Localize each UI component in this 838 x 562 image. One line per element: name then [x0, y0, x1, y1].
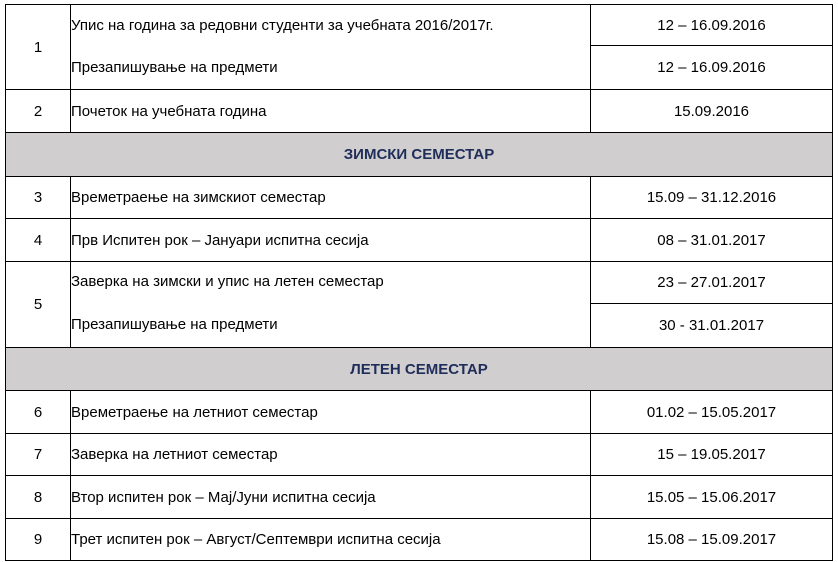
row-number: 8	[6, 476, 71, 519]
row-date: 15.08 – 15.09.2017	[591, 519, 833, 561]
row-date: 15.05 – 15.06.2017	[591, 476, 833, 519]
table-row	[6, 434, 833, 476]
row-date: 01.02 – 15.05.2017	[591, 391, 833, 434]
row-date: 12 – 16.09.2016	[591, 5, 833, 46]
table-row	[6, 5, 833, 46]
academic-calendar-table	[5, 4, 833, 561]
section-title-winter: ЗИМСКИ СЕМЕСТАР	[6, 133, 833, 177]
table-row	[6, 519, 833, 561]
section-title-summer: ЛЕТЕН СЕМЕСТАР	[6, 348, 833, 391]
row-description: Втор испитен рок – Мај/Јуни испитна сесија	[71, 476, 591, 519]
row-description: Трет испитен рок – Август/Септември испитна сесија	[71, 519, 591, 561]
row-description: Заверка на летниот семестар	[71, 434, 591, 476]
table-row	[6, 177, 833, 219]
table-row	[6, 476, 833, 519]
row-date: 30 - 31.01.2017	[591, 304, 833, 348]
row-date: 15 – 19.05.2017	[591, 434, 833, 476]
section-header-row	[6, 133, 833, 177]
row-number: 1	[6, 5, 71, 90]
row-number: 4	[6, 219, 71, 262]
row-description-line: Заверка на зимски и упис на летен семестар	[71, 273, 384, 290]
row-number: 9	[6, 519, 71, 561]
row-description: Времетраење на зимскиот семестар	[71, 177, 591, 219]
row-number: 6	[6, 391, 71, 434]
table-row	[6, 219, 833, 262]
row-description: Времетраење на летниот семестар	[71, 391, 591, 434]
table-row	[6, 90, 833, 133]
row-date: 15.09 – 31.12.2016	[591, 177, 833, 219]
row-number: 7	[6, 434, 71, 476]
row-description: Почеток на учебната година	[71, 90, 591, 133]
row-number: 3	[6, 177, 71, 219]
row-date: 23 – 27.01.2017	[591, 262, 833, 304]
row-description	[71, 5, 591, 90]
table-row	[6, 391, 833, 434]
row-number: 2	[6, 90, 71, 133]
table-row	[6, 262, 833, 304]
row-date: 08 – 31.01.2017	[591, 219, 833, 262]
row-description-line: Презапишување на предмети	[71, 316, 278, 333]
row-date: 15.09.2016	[591, 90, 833, 133]
row-description	[71, 262, 591, 348]
section-header-row	[6, 348, 833, 391]
row-number: 5	[6, 262, 71, 348]
row-description-line: Упис на година за редовни студенти за учебната 2016/2017г.	[71, 17, 494, 34]
row-date: 12 – 16.09.2016	[591, 46, 833, 90]
row-description-line: Презапишување на предмети	[71, 59, 278, 76]
row-description: Прв Испитен рок – Јануари испитна сесија	[71, 219, 591, 262]
